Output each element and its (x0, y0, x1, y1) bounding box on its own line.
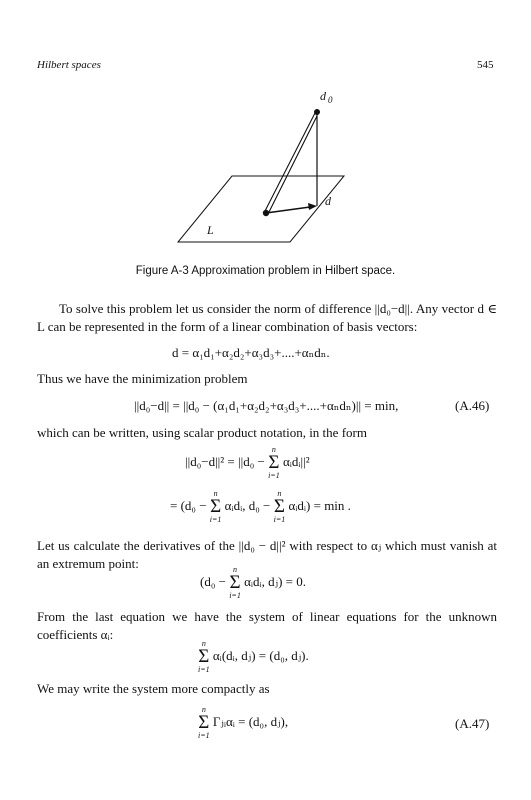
sum-upper-limit: n (271, 445, 276, 454)
paragraph-5: From the last equation we have the system of linear equations for the unknown coefficients αᵢ: (37, 609, 497, 642)
sum-upper-limit: n (201, 705, 206, 714)
vector-d-line (266, 207, 310, 213)
equation-a47-number: (A.47) (455, 716, 490, 731)
sum-lower-limit: i=1 (273, 515, 286, 524)
equation-a46-number: (A.46) (455, 398, 490, 413)
running-title: Hilbert spaces (37, 59, 101, 71)
equation-a47-body: Γⱼᵢαᵢ = (d₀, dⱼ), (212, 713, 289, 729)
paragraph-3: which can be written, using scalar product notation, in the form (37, 425, 367, 440)
equation-norm-lhs: ||d₀−d||² = ||d₀ − (185, 453, 265, 469)
equation-a47 (198, 706, 288, 740)
equation-a46: ||d₀−d|| = ||d₀ − (α₁d₁+α₂d₂+α₃d₃+....+αₙdₙ)|| = min, (134, 398, 399, 413)
sum-lower-limit: i=1 (198, 731, 210, 740)
sum-symbol: n Σ i=1 (209, 489, 222, 524)
paragraph-2: Thus we have the minimization problem (37, 371, 248, 386)
label-d: d (325, 194, 331, 208)
equation-prod-rhs: αᵢdᵢ) = min . (288, 497, 351, 513)
vector-d0-line-b (268, 116, 317, 214)
equation-norm-rhs: αᵢdᵢ||² (282, 453, 310, 469)
equation-basis: d = α₁d₁+α₂d₂+α₃d₃+....+αₙdₙ. (172, 345, 330, 360)
sum-symbol: n Σ i=1 (198, 639, 210, 674)
equation-extremum (200, 566, 306, 600)
sum-upper-limit: n (213, 489, 218, 498)
sum-lower-limit: i=1 (209, 515, 222, 524)
page-number: 545 (477, 59, 494, 71)
vector-d-arrowhead (308, 203, 317, 210)
plane-L (178, 176, 344, 242)
paragraph-4: Let us calculate the derivatives of the ||d₀ − d||² with respect to αⱼ which must vanish at an extremum point: (37, 538, 497, 571)
figure-diagram (160, 78, 360, 258)
figure-caption: Figure A-3 Approximation problem in Hilbert space. (135, 265, 396, 277)
hilbert-space-figure (160, 78, 360, 258)
d0-point (314, 109, 320, 115)
sum-upper-limit: n (277, 489, 282, 498)
sum-symbol: n Σ i=1 (229, 565, 241, 600)
equation-prod-mid: αᵢdᵢ, d₀ − (224, 497, 271, 513)
sum-upper-limit: n (201, 639, 206, 648)
paragraph-6: We may write the system more compactly as (37, 681, 270, 696)
sum-lower-limit: i=1 (198, 665, 210, 674)
label-d0: d (320, 89, 326, 103)
equation-ext-lhs: (d₀ − (200, 573, 226, 589)
sum-lower-limit: i=1 (229, 591, 241, 600)
equation-norm (185, 446, 310, 480)
sum-symbol: n Σ i=1 (198, 705, 210, 740)
sum-symbol: n Σ i=1 (268, 445, 280, 480)
label-d0-sub: 0 (328, 95, 333, 105)
equation-ext-rhs: αᵢdᵢ, dⱼ) = 0. (244, 573, 306, 589)
sum-symbol: n Σ i=1 (273, 489, 286, 524)
equation-sys-body: αᵢ(dᵢ, dⱼ) = (d₀, dⱼ). (212, 647, 309, 663)
paragraph-1: To solve this problem let us consider the norm of difference ||d₀−d||. Any vector d ∈ L can be represented in the form of a linear combination of basis vectors: (37, 301, 497, 334)
label-L: L (207, 223, 214, 237)
equation-system (198, 640, 309, 674)
sum-lower-limit: i=1 (268, 471, 280, 480)
equation-scalar-product (170, 490, 351, 524)
vector-d0-line-a (264, 113, 315, 213)
sum-upper-limit: n (233, 565, 238, 574)
origin-point (263, 210, 269, 216)
equation-prod-lhs: = (d₀ − (170, 497, 207, 513)
